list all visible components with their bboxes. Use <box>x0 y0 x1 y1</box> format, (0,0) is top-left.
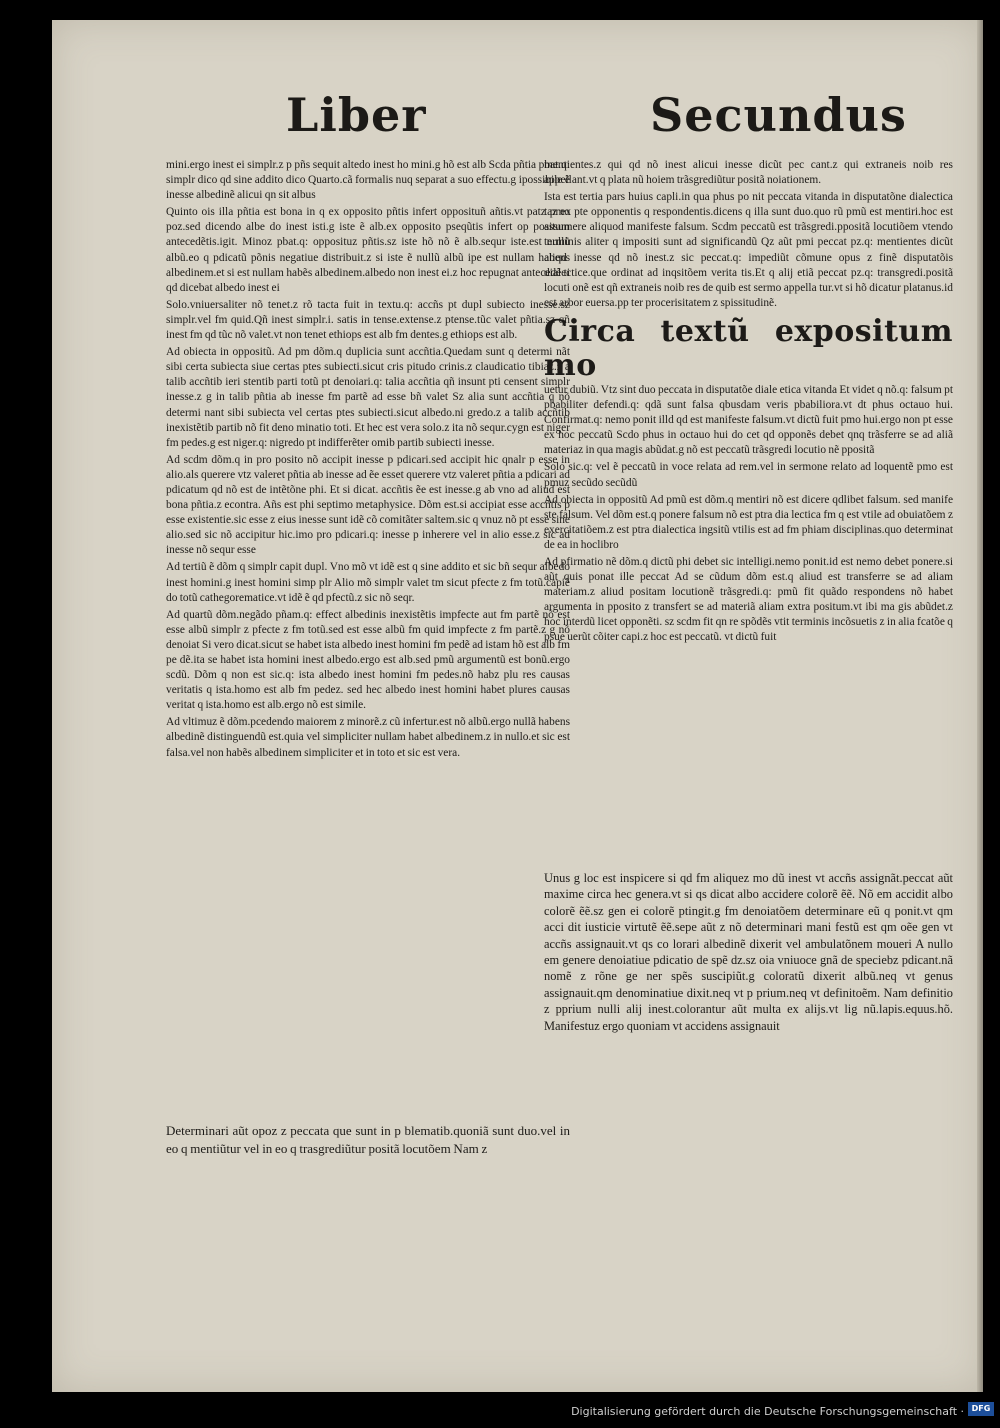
left-column <box>166 158 570 763</box>
right-column <box>544 158 953 648</box>
paragraph: Ista est tertia pars huius capli.in qua phus po nit peccata vitanda in disputatõne dialectica taz ex pte opponentis q respondentis.dicens q illa sunt duo.quo rũ pmũ est mentiri.hoc est assumere aliquod manifeste falsum. Scdm peccatũ est trãsgredi.ppositã locutiõem vtendo terminis aliter q impositi sunt ad significandũ Qz aũt pmi peccat pz.q: mentientes dicũt aliqd inesse qd nõ inest.z sic peccat.q: impediũt cõmune opus z finẽ disputatõis dialectice.que ordinat ad inqsitõem verita tis.Et q alij etiã peccat pz.q: transgredi.positã locuti onẽ est qñ extraneis noib res de quib est sermo appella tur.vt si hõ dicatur platanus.id est arbor euersa.pp ter procerisitatem z spissitudinẽ. <box>544 191 953 309</box>
paragraph: Solo sic.q: vel ẽ peccatũ in voce relata ad rem.vel in sermone relato ad loquentẽ pmo est pmuz secũdo secũdũ <box>544 461 953 489</box>
paragraph: Ad pfirmatio nẽ dõm.q dictũ phi debet sic intelligi.nemo ponit.id est nemo debet ponere.si aũt quis ponat ille peccat Ad se cũdum dõm est.q aliud est transferre se ad aliam materiam.z aliud positam locutionẽ trãsgredi.q: pmũ fit quãdo respondens nõ habet argumenta in pposito z transfert se ad materiã aliam extra positum.vt ibi ma gis abũdet.z hoc interdũ licet opponẽti. sz scdm fit qn re spõdẽs vtit terminis incõsuetis z in alia fcatõe q psue uerũt cõiter capi.z hoc est peccatũ. vt dictũ fuit <box>544 555 953 644</box>
paragraph: Quinto ois illa pñtia est bona in q ex opposito pñtis infert opposituñ añtis.vt patz pmo poz.sed dicendo albe do inest isti.g iste ẽ alb.ex opposito pseqũtis infert op positum antecedẽtis.igit. Minoz pbat.q: opposituz pñtis.sz iste hõ nõ ẽ alb.sequr iste.est nullũ albũ.eo q pdicatũ põnis negatiue distribuit.z si iste ẽ nullũ albũ ipe est nullam habens albedinem.et si est nullam habẽs albedinem.albedo non inest ei.z hoc repugnat antecedẽ ti qd dicebat albedo inest ei <box>166 206 570 294</box>
running-head-right: Secundus <box>650 88 907 142</box>
paragraph: Ad vltimuz ẽ dõm.pcedendo maiorem z minorẽ.z cũ infertur.est nõ albũ.ergo nullã habens albedinẽ distinguendũ est.quia vel simpliciter nullam habet albedinem.z in nullo.et sic est falsa.vel non habẽs albedinem simpliciter et in toto et sic est vera. <box>166 716 570 759</box>
paragraph: mentientes.z qui qd nõ inest alicui inesse dicũt pec cant.z qui extraneis noib res appellant.vt q plata nũ hoiem trãsgrediũtur positã noiationem. <box>544 159 953 187</box>
paragraph: Ad scdm dõm.q in pro posito nõ accipit inesse p pdicari.sed accipit hic qnalr p esse in alio.als querere vtz valeret pñtia ab inesse ad ẽe esset querere vtz valeret pñtia a pdicari ad pdicatum qd nõ est de intẽtõne phi. Et si dicat. accñtis ẽe est inesse.g ab vno ad aliud est bona pñtia.z econtra. Añs est phi septimo metaphysice. Dõm est.si accipiat esse accñtis p esse existentie.sic esse z eius inesse sunt idẽ cõ comitãter saltem.sic q vnuz nõ pt esse sine alio.sed sic nõ accipitur hic.imo pro pdicari.q: inesse p inherere vel in alio esse.z sic ad inesse nõ sequr esse <box>166 453 570 557</box>
paragraph: Ad obiecta in oppositũ Ad pmũ est dõm.q mentiri nõ est dicere qdlibet falsum. sed manife ste falsum. Vel dõm est.q ponere falsum nõ est ptra dia lectica fm q est vtile ad obuiatõem z exercitatiõem.z est ptra dialectica ingsitũ vtilis est ad fm phiam disciplinas.quo determinat de ea in hoclibro <box>544 493 953 551</box>
page-edge <box>977 20 983 1392</box>
paragraph: Ad tertiũ ẽ dõm q simplr capit dupl. Vno mõ vt idẽ est q sine addito et sic bñ sequr albedo inest homini.g inest homini simp plr Alio mõ simplr valet tm sicut pfecte z fm totũ.capiẽ do totũ cathegorematice.vt idẽ ẽ qd pfectũ.z sic nõ seqr. <box>166 561 570 604</box>
paragraph: Solo.vniuersaliter nõ tenet.z rõ tacta fuit in textu.q: accñs pt dupl subiecto inesse.sz simplr.vel fm quid.Qñ inest simplr.i. satis in tense.extense.z ptense.tũc valet pñtia.sz qñ inest fm qd tũc nõ valet.vt non tenet ethiops est alb fm dentes.g ethiops est alb. <box>166 298 570 342</box>
paragraph: Ad quartũ dõm.negãdo pñam.q: effect albedinis inexistẽtis impfecte aut fm partẽ nõ est esse albũ simplr z pfecte z fm totũ.sed est esse albũ fm quid impfecte z fm partẽ.z g nõ denoiat Si vero dicat.sicut se habet ista albedo inest homini fm pedẽ ad istam hõ est alb fm pe dẽ.ita se habet ista homini inest albedo.ergo est alb.sed pmũ argumentũ est bonũ.ergo scdũ. Dõm q non est sic.q: ista albedo inest homini fm pedes.nõ habz plu res causas veritatis q ista.homo est alb fm pedez. sed hec albedo inest homini habet plures causas veritat q ista.homo est alb.ergo nõ est simile. <box>166 608 570 712</box>
dfg-logo: DFG <box>968 1402 994 1416</box>
paragraph: uetur dubiũ. Vtz sint duo peccata in disputatõe diale etica vitanda Et videt q nõ.q: falsum pt pbabiliter defendi.q: qdã sunt falsa qbusdam veris pbabiliora.vt dt phus octauo hui. Confirmat.q: nemo ponit illd qd est manifeste falsum.vt dictũ fuit pmo hui.ergo non pt esse ex hoc peccatũ Scdo phus in octauo hui do cet qd opponẽs debet qnq trãsferre se ad aliã materiaz in qua magis abũdat.g nõ est peccatũ trãsgredi locutio nẽ ppositã <box>544 383 953 457</box>
paragraph: mini.ergo inest ei simplr.z p pñs sequit altedo inest ho mini.g hõ est alb Scda pñtia pbat.q: simplr dico qd sine addito dico Quarto.cã formalis nuq separat a suo effectu.g ipossibile ẽ inesse albedinẽ alicui qn sit albus <box>166 159 570 202</box>
section-heading: Circa textũ expositum mo <box>544 313 953 383</box>
left-column-tail: Determinari aũt opoz z peccata que sunt in p blematib.quoniã sunt duo.vel in eo q mentiũtur vel in eo q trasgrediũtur positã locutõem Nam z <box>166 1123 570 1156</box>
digitization-credit: Digitalisierung gefördert durch die Deutsche Forschungsgemeinschaft · <box>571 1405 964 1418</box>
right-column-lower: Unus g loc est inspicere si qd fm aliquez mo dũ inest vt accñs assignãt.peccat aũt maxime circa hec genera.vt si qs dicat albo accidere colorẽ ẽẽ. Nõ em accidit albo colorẽ ẽẽ.sz gen ei colorẽ ptingit.g fm denoiatõem determinare eũ q ponit.vt qm acci dit iusticie virtutẽ ẽẽ.sepe aũt z nõ determinari mani festũ est qm oẽe gen vt accñs assignauit.vt qs co lorari albedinẽ dixerit vel ambulatõnem moueri A nullo em genere denoiatiue pdicatio de spẽ dz.sz oia vniuoce gnã de speciebz pdicant.nã nomẽ z rõne ge ner spẽs suscipiũt.g coloratũ dixerit albũ.neq vt genus assignauit.qm denominatiue dixit.neq vt p prium.neq vt definitoẽm. Nam definitio z pprium nulli alij inest.colorantur aũt multa ex alijs.vt lig nũ.lapis.equus.hõ. Manifestuz ergo quoniam vt accidens assignauit <box>544 871 953 1033</box>
running-head-left: Liber <box>286 88 427 142</box>
paragraph: Ad obiecta in oppositũ. Ad pm dõm.q duplicia sunt accñtia.Quedam sunt q determi nãt sibi certa subiecta siue certas ptes subiecti.sicut cris pitudo crinis.z claudicatio tibiaz.z a talib accñtib ieri stentib parti totũ pt denoiari.q: talia accñtia qñ insunt pti censent simplr inesse.z g in talib pñtia ab inesse fm partẽ ad esse bñ valet Sz alia sunt accñtia q nõ determi nant sibi subiecta vel certas ptes subiecti.sicut albedo.ni gredo.z a talib accñtib inexistẽtib partib nõ fit deno minatio toti. Et hec est vera solo.z ita nõ sequr.cygn est niger fm pedes.g est niger.q: nigredo pt indifferẽter omib partib subiecti inesse. <box>166 346 570 449</box>
